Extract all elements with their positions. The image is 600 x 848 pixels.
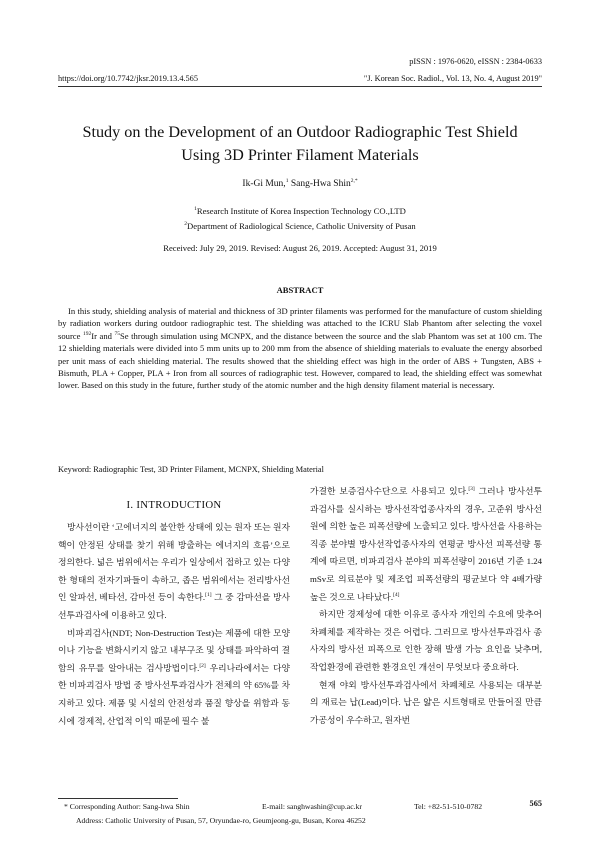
affiliation-2-text: Department of Radiological Science, Catholic University of Pusan <box>187 221 416 231</box>
author-2-affil-mark: 2,* <box>350 177 358 184</box>
intro-p2-text-b: 우리나라에서는 다양한 비파괴검사 방법 중 방사선투과검사가 전체의 약 65%를 차지하고 있다. 제품 및 시설의 안전성과 품질 향상을 위함과 동시에 경제적, 산업적 이익 때문에 필수 불 <box>58 662 290 726</box>
intro-p1-text-b: 그 중 감마선을 방사선투과검사에 이용하고 있다. <box>58 592 291 620</box>
intro-paragraph-2 <box>58 625 290 731</box>
affiliation-1-text: Research Institute of Korea Inspection Technology CO.,LTD <box>196 206 406 216</box>
author-2: Sang-Hwa Shin <box>288 179 351 189</box>
corresponding-author: * Corresponding Author: Sang-hwa Shin <box>64 802 190 811</box>
issn-line: pISSN : 1976-0620, eISSN : 2384-0633 <box>409 57 542 66</box>
citation-3[interactable]: [3] <box>468 486 475 493</box>
title-line-2: Using 3D Printer Filament Materials <box>181 146 419 164</box>
abstract-heading: ABSTRACT <box>276 285 324 295</box>
abstract-text-1: In this study, shielding analysis of material and thickness of 3D printer filaments was performed for the manufacture of custom shielding by radiation workers during outdoor radiographic test. The shielding was attached to the ICRU Slab Phantom after selecting the voxel source <box>58 306 542 341</box>
intro-p1-text-a: 방사선이란 ‘고에너지의 불안한 상태에 있는 원자 또는 원자핵이 안정된 상태를 찾기 위해 방출하는 에너지의 흐름’으로 정의한다. 넓은 범위에서는 우리가 일상에서 접하고 있는 다양한 형태의 전자기파들이 속하고, 좁은 범위에서는 전리방사선인 알파선, 베타선, 감마선 등이 속한다. <box>58 522 290 603</box>
intro-paragraph-2-cont <box>310 483 542 606</box>
intro-paragraph-1 <box>58 519 290 625</box>
received-dates: Received: July 29, 2019. Revised: August 26, 2019. Accepted: August 31, 2019 <box>163 243 437 253</box>
intro-paragraph-4: 현재 야외 방사선투과검사에서 차폐체로 사용되는 대부분의 재료는 납(Lead)이다. 납은 얇은 시트형태로 만들어질 만큼 가공성이 우수하고, 원자번 <box>310 679 542 725</box>
journal-citation: "J. Korean Soc. Radiol., Vol. 13, No. 4, August 2019" <box>363 74 542 83</box>
author-phone: Tel: +82-51-510-0782 <box>414 802 483 811</box>
affiliation-2 <box>0 221 600 231</box>
abstract-sup-1: 192 <box>83 330 92 337</box>
affiliation-1 <box>0 206 600 216</box>
abstract-sup-2: 75 <box>114 330 121 337</box>
footnote-rule <box>58 798 178 799</box>
body-column-left <box>58 487 290 730</box>
page-number: 565 <box>529 799 542 808</box>
citation-1[interactable]: [1] <box>205 592 212 599</box>
keywords: Keyword: Radiographic Test, 3D Printer Filament, MCNPX, Shielding Material <box>58 465 324 474</box>
intro-p2c-text-b: 그러나 방사선투과검사를 실시하는 방사선작업종사자의 경우, 고준위 방사선원에 의한 높은 피폭선량에 노출되고 있다. 방사선을 사용하는 직종 분야별 방사선작업종사자의 연평균 방사선 피폭선량 통계에 따르면, 비파괴검사 분야의 피폭선량이 2016년 기준 1.24 mSv로 의료분야 및 제조업 피폭선량의 평균보다 약 4배가량 높은 것으로 나타났다. <box>310 486 543 602</box>
affiliation-2-mark: 2 <box>184 221 188 228</box>
abstract-body <box>58 305 542 392</box>
author-1-affil-mark: 1 <box>285 177 289 184</box>
header-rule <box>58 86 542 87</box>
doi-link[interactable]: https://doi.org/10.7742/jksr.2019.13.4.565 <box>58 74 198 83</box>
author-list <box>0 179 600 189</box>
title-line-1: Study on the Development of an Outdoor Radiographic Test Shield <box>82 123 518 141</box>
intro-paragraph-3: 하지만 경제성에 대한 이유로 종사자 개인의 수요에 맞추어 차폐체를 제작하는 것은 어렵다. 그러므로 방사선투과검사 종사자의 방사선 피폭으로 인한 장해 발생 가능 요인을 낮추며, 작업환경에 관련한 환경요인 개선이 무엇보다 중요하다. <box>310 609 542 672</box>
abstract-text-3: Se through simulation using MCNPX, and the distance between the source and the slab Phantom was set at 100 cm. The 12 shielding materials were divided into 5 mm units up to 200 mm from the absence of shielding materials to evaluate the energy absorbed per unit mass of each shielding material. The results showed that the shielding effect was high in the order of ABS + Tungsten, ABS + Bismuth, PLA + Copper, PLA + Iron from all sources of radiographic test. However, compared to lead, the shielding effect was somewhat lower. Based on this study in the future, further study of the atomic number and the high density filament material is necessary. <box>58 330 543 391</box>
citation-4[interactable]: [4] <box>393 591 400 598</box>
author-1: Ik-Gi Mun, <box>242 179 286 189</box>
citation-2[interactable]: [2] <box>199 662 206 669</box>
body-column-right <box>310 483 542 729</box>
affiliation-1-mark: 1 <box>194 206 197 213</box>
author-email[interactable]: E-mail: sanghwashin@cup.ac.kr <box>262 802 362 811</box>
section-heading-introduction: I. INTRODUCTION <box>126 499 222 511</box>
paper-title <box>40 121 560 167</box>
author-address: Address: Catholic University of Pusan, 57, Oryundae-ro, Geumjeong-gu, Busan, Korea 46252 <box>76 816 366 825</box>
abstract-text-2: Ir and <box>91 330 115 341</box>
intro-p2c-text-a: 가결한 보증검사수단으로 사용되고 있다. <box>310 486 469 496</box>
intro-p2-text-a: 비파괴검사(NDT; Non-Destruction Test)는 제품에 대한 모양이나 기능을 변화시키지 않고 내부구조 및 상태를 파악하여 결함의 유무를 알아내는 검사방법이다. <box>58 627 290 673</box>
